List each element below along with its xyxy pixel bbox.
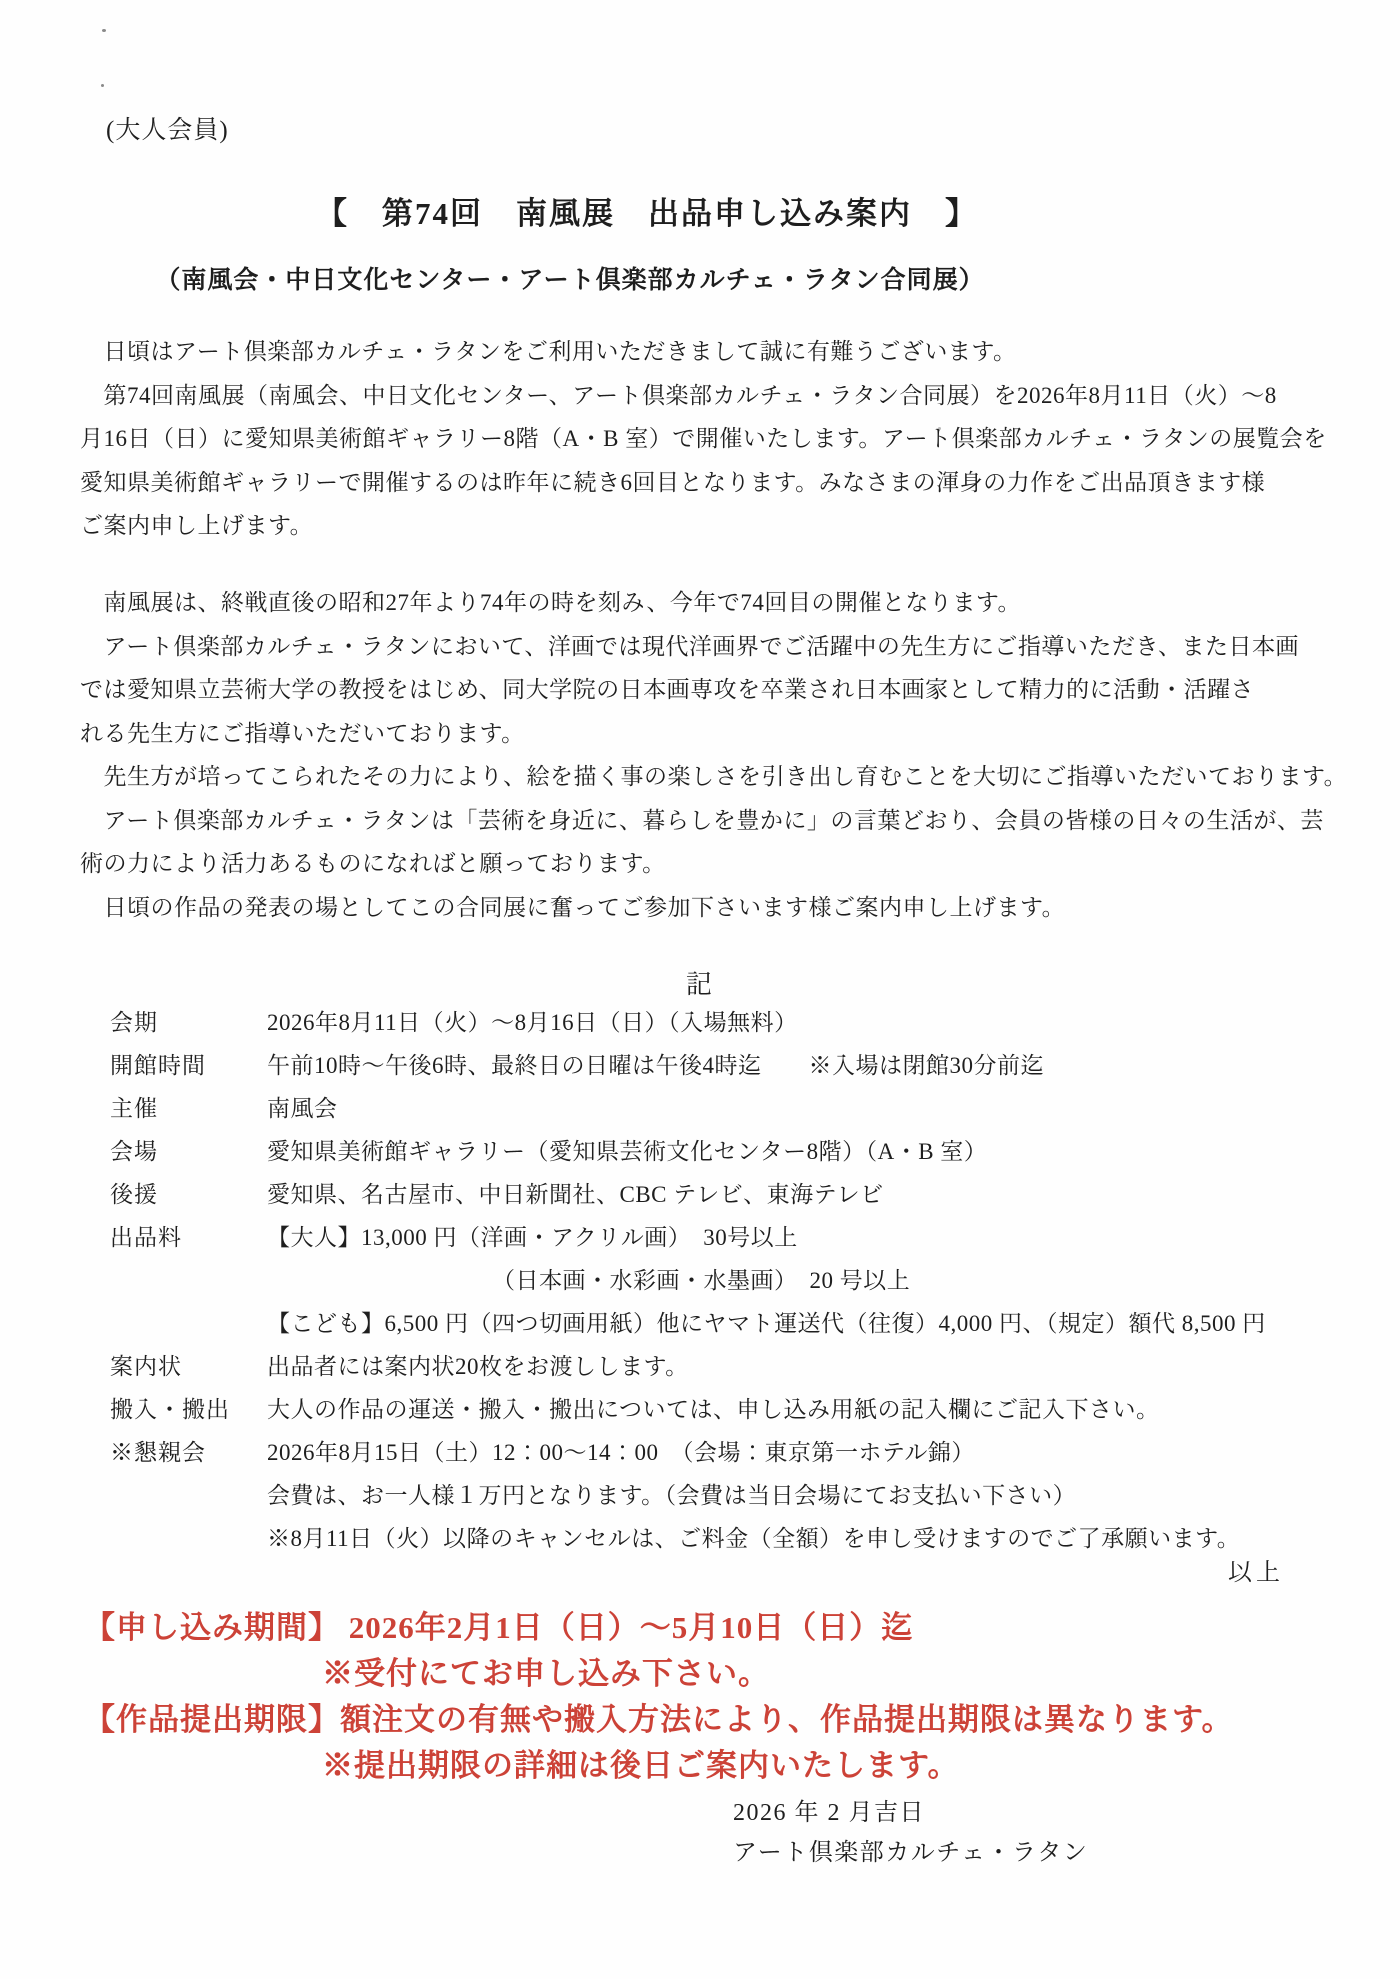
detail-value: 2026年8月15日（土）12：00～14：00 （会場：東京第一ホテル錦） 会費は、お一人様１万円となります。（会費は当日会場にてお支払い下さい） ※8月11日（火）以降のキャンセルは、ご料金（全額）を申し受けますのでご了承願います。 [267, 1440, 1241, 1551]
intro-line: 第74回南風展（南風会、中日文化センター、アート倶楽部カルチェ・ラタン合同展）を2026年8月11日（火）～8 [80, 382, 1277, 408]
detail-value: 【大人】13,000 円（洋画・アクリル画） 30号以上 （日本画・水彩画・水墨画） 20 号以上 【こども】6,500 円（四つ切画用紙）他にヤマト運送代（往復）4,000 円、（規定）額代 8,500 円 [267, 1225, 1266, 1336]
detail-row-sponsors [110, 1173, 1266, 1216]
detail-label: 後援 [110, 1182, 158, 1207]
detail-value: 南風会 [267, 1096, 338, 1121]
intro-line: 南風展は、終戦直後の昭和27年より74年の時を刻み、今年で74回目の開催となります。 [80, 590, 1022, 615]
notice-label: 【作品提出期限】 [84, 1702, 340, 1737]
detail-value: 大人の作品の運送・搬入・搬出については、申し込み用紙の記入欄にご記入下さい。 [267, 1397, 1160, 1422]
detail-label: 出品料 [110, 1225, 182, 1250]
detail-value: 愛知県美術館ギャラリー（愛知県芸術文化センター8階）（A・B 室） [267, 1139, 988, 1164]
scan-speck [101, 84, 104, 87]
document-title: 【 第74回 南風展 出品申し込み案内 】 [316, 196, 978, 231]
detail-value: 愛知県、名古屋市、中日新聞社、CBC テレビ、東海テレビ [267, 1182, 884, 1207]
detail-row-organizer [110, 1087, 1266, 1130]
detail-label: 会期 [110, 1010, 158, 1035]
detail-label: 開館時間 [110, 1053, 206, 1078]
detail-row-kaiki [110, 1001, 1266, 1044]
intro-line: アート倶楽部カルチェ・ラタンにおいて、洋画では現代洋画界でご活躍中の先生方にご指導いただき、また日本画 [80, 633, 1300, 659]
document-subtitle: （南風会・中日文化センター・アート倶楽部カルチェ・ラタン合同展） [155, 267, 985, 294]
intro-line: 日頃はアート倶楽部カルチェ・ラタンをご利用いただきまして誠に有難うございます。 [80, 339, 1017, 364]
notice-text: 2026年2月1日（日）～5月10日（日）迄 [340, 1610, 914, 1645]
detail-value: 午前10時～午後6時、最終日の日曜は午後4時迄 ※入場は閉館30分前迄 [267, 1053, 1044, 1078]
details-table [110, 1001, 1266, 1560]
notice-line-reception: ※受付にてお申し込み下さい。 [322, 1656, 770, 1691]
intro-line: 月16日（日）に愛知県美術館ギャラリー8階（A・B 室）で開催いたします。アート倶楽部カルチェ・ラタンの展覧会を [80, 426, 1327, 451]
detail-value: 2026年8月11日（火）～8月16日（日）（入場無料） [267, 1010, 798, 1035]
notice-line-submission-deadline [84, 1697, 1234, 1743]
footer-date: 2026 年 2 月吉日 [733, 1800, 925, 1826]
intro-line: ご案内申し上げます。 [80, 513, 314, 538]
detail-row-party [110, 1431, 1266, 1560]
detail-label: 会場 [110, 1139, 158, 1164]
detail-label: 案内状 [110, 1354, 182, 1379]
notice-text: 額注文の有無や搬入方法により、作品提出期限は異なります。 [340, 1702, 1234, 1737]
footer-organization: アート倶楽部カルチェ・ラタン [733, 1840, 1089, 1866]
detail-label: 搬入・搬出 [110, 1397, 230, 1422]
detail-label: 主催 [110, 1096, 158, 1121]
detail-row-hours [110, 1044, 1266, 1087]
application-period-notice [84, 1605, 1234, 1789]
closing-ijou: 以上 [1228, 1560, 1284, 1586]
notice-label: 【申し込み期間】 [84, 1610, 340, 1645]
intro-line: 愛知県美術館ギャラリーで開催するのは昨年に続き6回目となります。みなさまの渾身の力作をご出品頂きます様 [80, 469, 1266, 495]
intro-line: 術の力により活力あるものになればと願っております。 [80, 851, 666, 876]
notice-line-deadline-details: ※提出期限の詳細は後日ご案内いたします。 [322, 1748, 960, 1783]
intro-line: 先生方が培ってこられたその力により、絵を描く事の楽しさを引き出し育むことを大切にご指導いただいております。 [80, 764, 1348, 789]
notice-line-application-period [84, 1605, 1234, 1651]
intro-line: れる先生方にご指導いただいております。 [80, 720, 525, 746]
detail-label: ※懇親会 [110, 1440, 206, 1465]
detail-value: 出品者には案内状20枚をお渡しします。 [267, 1354, 689, 1379]
scan-speck [102, 29, 106, 32]
intro-line: 日頃の作品の発表の場としてこの合同展に奮ってご参加下さいます様ご案内申し上げます。 [80, 894, 1066, 920]
intro-line: アート倶楽部カルチェ・ラタンは「芸術を身近に、暮らしを豊かに」の言葉どおり、会員の皆様の日々の生活が、芸 [80, 807, 1324, 833]
detail-row-transport [110, 1388, 1266, 1431]
detail-row-entry-fee [110, 1216, 1266, 1345]
intro-paragraph-2 [80, 581, 1347, 929]
record-heading: 記 [685, 970, 714, 999]
detail-row-venue [110, 1130, 1266, 1173]
detail-row-invitations [110, 1345, 1266, 1388]
document-footer [733, 1793, 1088, 1873]
intro-paragraph-1 [80, 330, 1327, 548]
intro-line: では愛知県立芸術大学の教授をはじめ、同大学院の日本画専攻を卒業され日本画家として精力的に活動・活躍さ [80, 677, 1255, 702]
member-type-label: (大人会員) [106, 117, 229, 144]
